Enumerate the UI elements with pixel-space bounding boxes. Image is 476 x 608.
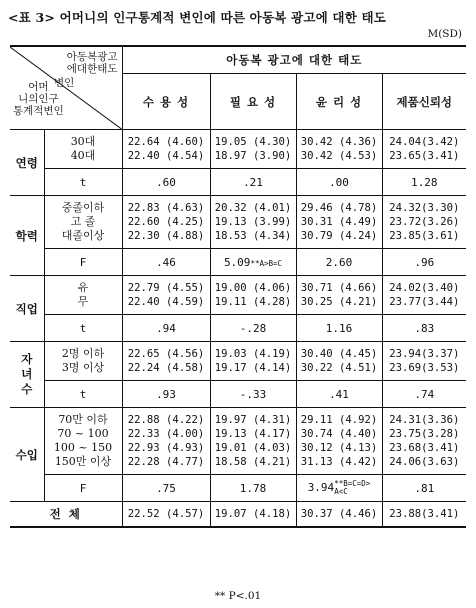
cell-income-trust: 24.31(3.36) 23.75(3.28) 23.68(3.41) 24.06(3.63): [382, 408, 466, 475]
stat-children-ethics: .41: [296, 381, 382, 408]
cell-children-acceptance: 22.65 (4.56) 22.24 (4.58): [122, 342, 210, 381]
cell-job-acceptance: 22.79 (4.55) 22.40 (4.59): [122, 276, 210, 315]
group-label-children: 자 녀 수: [10, 342, 44, 408]
stat-income-acceptance: .75: [122, 475, 210, 502]
total-trust: 23.88(3.41): [382, 502, 466, 528]
cell-edu-ethics: 29.46 (4.78) 30.31 (4.49) 30.79 (4.24): [296, 196, 382, 249]
col-header-ethics: 윤 리 성: [296, 74, 382, 130]
unit-label: M(SD): [427, 28, 462, 40]
stat-income-trust: .81: [382, 475, 466, 502]
stat-job-trust: .83: [382, 315, 466, 342]
cell-job-necessity: 19.00 (4.06) 19.11 (4.28): [210, 276, 296, 315]
stat-age-acceptance: .60: [122, 169, 210, 196]
stat-label-education: F: [44, 249, 122, 276]
attitude-table: [10, 45, 466, 528]
footnote: ** P<.01: [214, 590, 262, 602]
sub-label-job: 유 무: [44, 276, 122, 315]
group-header: [122, 46, 466, 74]
cell-children-necessity: 19.03 (4.19) 19.17 (4.14): [210, 342, 296, 381]
stat-age-trust: 1.28: [382, 169, 466, 196]
group-label-job: 직업: [10, 276, 44, 342]
cell-children-trust: 23.94(3.37) 23.69(3.53): [382, 342, 466, 381]
stat-income-ethics-note: **B=C=D> A<C: [334, 479, 371, 496]
stat-label-children: t: [44, 381, 122, 408]
total-acceptance: 22.52 (4.57): [122, 502, 210, 528]
corner-top-label: 아동복광고 에대한태도: [66, 51, 118, 75]
cell-age-trust: 24.04(3.42) 23.65(3.41): [382, 130, 466, 169]
sub-label-children: 2명 이하 3명 이상: [44, 342, 122, 381]
col-header-trust: 제품신뢰성: [382, 74, 466, 130]
stat-edu-acceptance: .46: [122, 249, 210, 276]
sub-label-income: 70만 이하 70 ~ 100 100 ~ 150 150만 이상: [44, 408, 122, 475]
stat-job-acceptance: .94: [122, 315, 210, 342]
stat-job-ethics: 1.16: [296, 315, 382, 342]
stat-income-necessity: 1.78: [210, 475, 296, 502]
total-ethics: 30.37 (4.46): [296, 502, 382, 528]
group-label-income: 수입: [10, 408, 44, 502]
cell-age-necessity: 19.05 (4.30) 18.97 (3.90): [210, 130, 296, 169]
stat-job-necessity: -.28: [210, 315, 296, 342]
group-label-education: 학력: [10, 196, 44, 276]
stat-children-acceptance: .93: [122, 381, 210, 408]
group-header-text: 아동복 광고에 대한 태도: [226, 53, 363, 67]
cell-income-ethics: 29.11 (4.92) 30.74 (4.40) 30.12 (4.13) 31.13 (4.42): [296, 408, 382, 475]
cell-age-ethics: 30.42 (4.36) 30.42 (4.53): [296, 130, 382, 169]
group-label-age: 연령: [10, 130, 44, 196]
stat-edu-necessity-note: **A>B=C: [250, 258, 283, 268]
cell-children-ethics: 30.40 (4.45) 30.22 (4.51): [296, 342, 382, 381]
corner-cell: [10, 46, 122, 130]
cell-edu-acceptance: 22.83 (4.63) 22.60 (4.25) 22.30 (4.88): [122, 196, 210, 249]
col-header-necessity: 필 요 성: [210, 74, 296, 130]
total-necessity: 19.07 (4.18): [210, 502, 296, 528]
stat-children-necessity: -.33: [210, 381, 296, 408]
cell-edu-trust: 24.32(3.30) 23.72(3.26) 23.85(3.61): [382, 196, 466, 249]
stat-label-income: F: [44, 475, 122, 502]
stat-edu-necessity: 5.09**A>B=C: [210, 249, 296, 276]
total-label: 전 체: [10, 502, 122, 528]
cell-job-ethics: 30.71 (4.66) 30.25 (4.21): [296, 276, 382, 315]
col-header-acceptance: 수 용 성: [122, 74, 210, 130]
sub-label-education: 중졸이하 고 졸 대졸이상: [44, 196, 122, 249]
cell-income-acceptance: 22.88 (4.22) 22.33 (4.00) 22.93 (4.93) 22.28 (4.77): [122, 408, 210, 475]
stat-label-job: t: [44, 315, 122, 342]
stat-income-ethics: 3.94**B=C=D> A<C: [296, 475, 382, 502]
stat-edu-trust: .96: [382, 249, 466, 276]
cell-edu-necessity: 20.32 (4.01) 19.13 (3.99) 18.53 (4.34): [210, 196, 296, 249]
cell-income-necessity: 19.97 (4.31) 19.13 (4.17) 19.01 (4.03) 18.58 (4.21): [210, 408, 296, 475]
corner-bottom-label: 어머 니의인구 통계적변인: [13, 81, 64, 117]
sub-label-age: 30대 40대: [44, 130, 122, 169]
stat-age-ethics: .00: [296, 169, 382, 196]
stat-edu-ethics: 2.60: [296, 249, 382, 276]
stat-age-necessity: .21: [210, 169, 296, 196]
table-caption: <표 3> 어머니의 인구통계적 변인에 따른 아동복 광고에 대한 태도: [8, 10, 387, 25]
stat-label-age: t: [44, 169, 122, 196]
cell-age-acceptance: 22.64 (4.60) 22.40 (4.54): [122, 130, 210, 169]
cell-job-trust: 24.02(3.40) 23.77(3.44): [382, 276, 466, 315]
stat-children-trust: .74: [382, 381, 466, 408]
corner-mid-label: 변인: [54, 77, 75, 89]
